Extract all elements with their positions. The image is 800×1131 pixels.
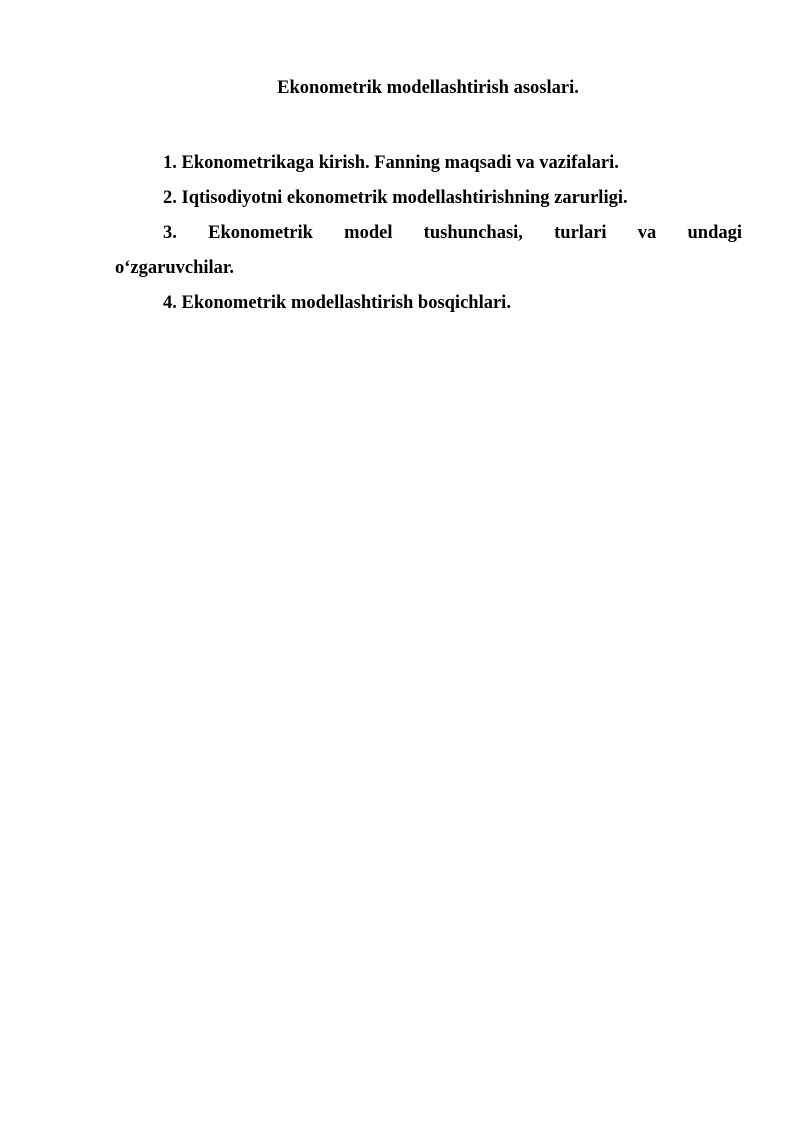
topic-item: 1. Ekonometrikaga kirish. Fanning maqsadi va vazifalari. [163,153,619,173]
topic-item: 2. Iqtisodiyotni ekonometrik modellashtirishning zarurligi. [163,188,628,208]
document-title: Ekonometrik modellashtirish asoslari. [277,78,579,98]
topic-item: 4. Ekonometrik modellashtirish bosqichlari. [163,293,511,313]
topic-list [115,146,742,321]
topic-item-line: o‘zgaruvchilar. [115,258,235,278]
topic-item-line: 3. Ekonometrik model tushunchasi, turlari va undagi [163,223,742,243]
topic-item [115,216,742,286]
